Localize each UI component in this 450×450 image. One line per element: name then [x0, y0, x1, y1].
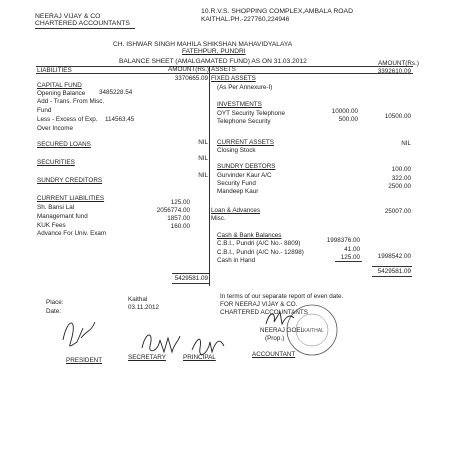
closing-stock-label: Closing Stock: [217, 147, 256, 154]
cash-bank-heading: Cash & Bank Balances: [217, 232, 282, 239]
add-trans-label-1: Add - Trans. From Misc.: [37, 98, 105, 105]
right-total-rule-bottom: [372, 276, 412, 277]
fixed-assets-heading: FIXED ASSETS: [211, 75, 256, 82]
stamp-text: KAITHAL: [303, 328, 324, 334]
gurvinder-label: Gurvinder Kaur A/C: [217, 172, 272, 179]
bansi-lal-label: Sh. Bansi Lal: [37, 204, 75, 211]
cbi2-label: C.B.I., Pundri (A/C No.- 12898): [217, 249, 304, 256]
col-amount-right: AMOUNT(Rs.): [378, 60, 419, 67]
firm-subtitle: CHARTERED ACCOUNTANTS: [35, 20, 130, 27]
sundry-debtors-heading: SUNDRY DEBTORS: [217, 163, 276, 170]
kuk-fees-label: KUK Fees: [37, 222, 66, 229]
entity-place: FATEHPUR, PUNDRI: [182, 48, 246, 55]
cash-subtotal-rule: [335, 261, 362, 262]
accountant-label: ACCOUNTANT: [252, 351, 296, 358]
cash-in-hand-amount: 125.00: [340, 254, 360, 261]
left-total: 5429581.09: [174, 275, 208, 282]
opening-balance-amount: 3485228.54: [99, 89, 133, 96]
telephone-label: Telephone Security: [217, 118, 271, 125]
less-excess-label-1: Less - Excess of Exp.: [37, 116, 98, 123]
security-fund-amount: 322.00: [391, 175, 411, 182]
capital-total: 3370665.09: [174, 75, 208, 82]
cash-bank-total: 1998542.00: [377, 253, 411, 260]
advance-exam-amount: 160.00: [170, 223, 190, 230]
report-line-3: CHARTERED ACCOUNTANTS: [220, 309, 308, 316]
firm-name: NEERAJ VIJAY & CO: [35, 13, 101, 20]
header-rule: [36, 73, 413, 74]
report-line-2: FOR NEERAJ VIJAY & CO.: [220, 301, 298, 308]
fixed-assets-amount: 3392610.09: [377, 68, 411, 75]
current-assets-amount: NIL: [401, 140, 411, 147]
partner-role: (Prop.): [265, 335, 285, 342]
right-total-rule-top: [372, 266, 412, 267]
advance-exam-label: Advance For Univ. Exam: [37, 230, 107, 237]
cbi2-amount: 41.00: [344, 246, 360, 253]
securities-amount: NIL: [198, 155, 208, 162]
date-value: 03.11.2012: [128, 304, 160, 311]
col-assets: ASSETS: [211, 66, 236, 73]
left-total-rule-bottom: [172, 283, 209, 284]
oyt-amount: 10000.00: [331, 108, 358, 115]
management-fund-amount: 2056774.00: [156, 207, 190, 214]
secured-loans-heading: SECURED LOANS: [37, 141, 91, 148]
right-total: 5429581.09: [377, 268, 411, 275]
president-signature-icon: [55, 310, 105, 355]
current-assets-heading: CURRENT ASSETS: [217, 139, 274, 146]
firm-address-1: 10.R.V.S. SHOPPING COMPLEX,AMBALA ROAD: [201, 8, 353, 15]
cbi1-amount: 1998376.00: [326, 237, 360, 244]
president-label: PRESIDENT: [66, 357, 103, 364]
report-line-1: In terms of our separate report of even date.: [220, 293, 344, 300]
principal-label: PRINCIPAL: [183, 354, 216, 361]
firm-underline: [35, 28, 135, 29]
sheet-title: BALANCE SHEET (AMALGAMATED FUND) AS ON 31.03.2012: [119, 58, 307, 65]
cbi1-label: C.B.I., Pundri (A/C No.- 8809): [217, 240, 301, 247]
fixed-assets-note: (As Per Annexure-I): [217, 84, 273, 91]
management-fund-label: Managemant fund: [37, 213, 88, 220]
firm-address-2: KAITHAL.PH.-227760,224946: [201, 16, 290, 23]
col-liabilities: LIABILITIES: [37, 67, 72, 74]
capital-fund-heading: CAPITAL FUND: [37, 82, 82, 89]
telephone-amount: 500.00: [338, 116, 358, 123]
gurvinder-amount: 100.00: [391, 166, 411, 173]
sundry-creditors-amount: NIL: [198, 172, 208, 179]
partner-name: NEERAJ GOEL: [260, 327, 305, 334]
security-fund-label: Security Fund: [217, 180, 256, 187]
secured-loans-amount: NIL: [198, 139, 208, 146]
bansi-lal-amount: 125.00: [170, 199, 190, 206]
oyt-label: OYT Security Telephone: [217, 110, 286, 117]
less-excess-amount: 114563.45: [105, 116, 135, 123]
partner-signature-icon: [262, 306, 298, 330]
loans-advances-heading: Loan & Advances: [211, 207, 261, 214]
less-excess-label-2: Over Income: [37, 125, 74, 132]
mandeep-label: Mandeep Kaur: [217, 188, 259, 195]
left-total-rule-top: [172, 273, 209, 274]
center-divider: [209, 66, 210, 286]
investments-heading: INVESTMENTS: [217, 101, 262, 108]
date-label: Date:: [46, 308, 62, 315]
current-liabilities-heading: CURRENT LIABILITIES: [37, 195, 105, 202]
loans-advances-amount: 25007.00: [384, 208, 411, 215]
mandeep-amount: 2500.00: [388, 183, 411, 190]
add-trans-label-2: Fund: [37, 107, 52, 114]
opening-balance-label: Opening Balance: [37, 90, 86, 97]
misc-label: Misc.: [211, 215, 226, 222]
entity-name: CH. ISHWAR SINGH MAHILA SHIKSHAN MAHAVIDYALAYA: [113, 41, 293, 48]
secretary-label: SECRETARY: [128, 354, 166, 361]
investments-total: 10500.00: [384, 113, 411, 120]
cash-in-hand-label: Cash in Hand: [217, 257, 256, 264]
place-value: Kaithal: [128, 296, 148, 303]
col-amount-left: AMOUNT(Rs.): [168, 66, 209, 73]
place-label: Place:: [46, 299, 64, 306]
sundry-creditors-heading: SUNDRY CREDITORS: [37, 177, 103, 184]
kuk-fees-amount: 1857.00: [167, 215, 190, 222]
securities-heading: SECURITIES: [37, 159, 75, 166]
